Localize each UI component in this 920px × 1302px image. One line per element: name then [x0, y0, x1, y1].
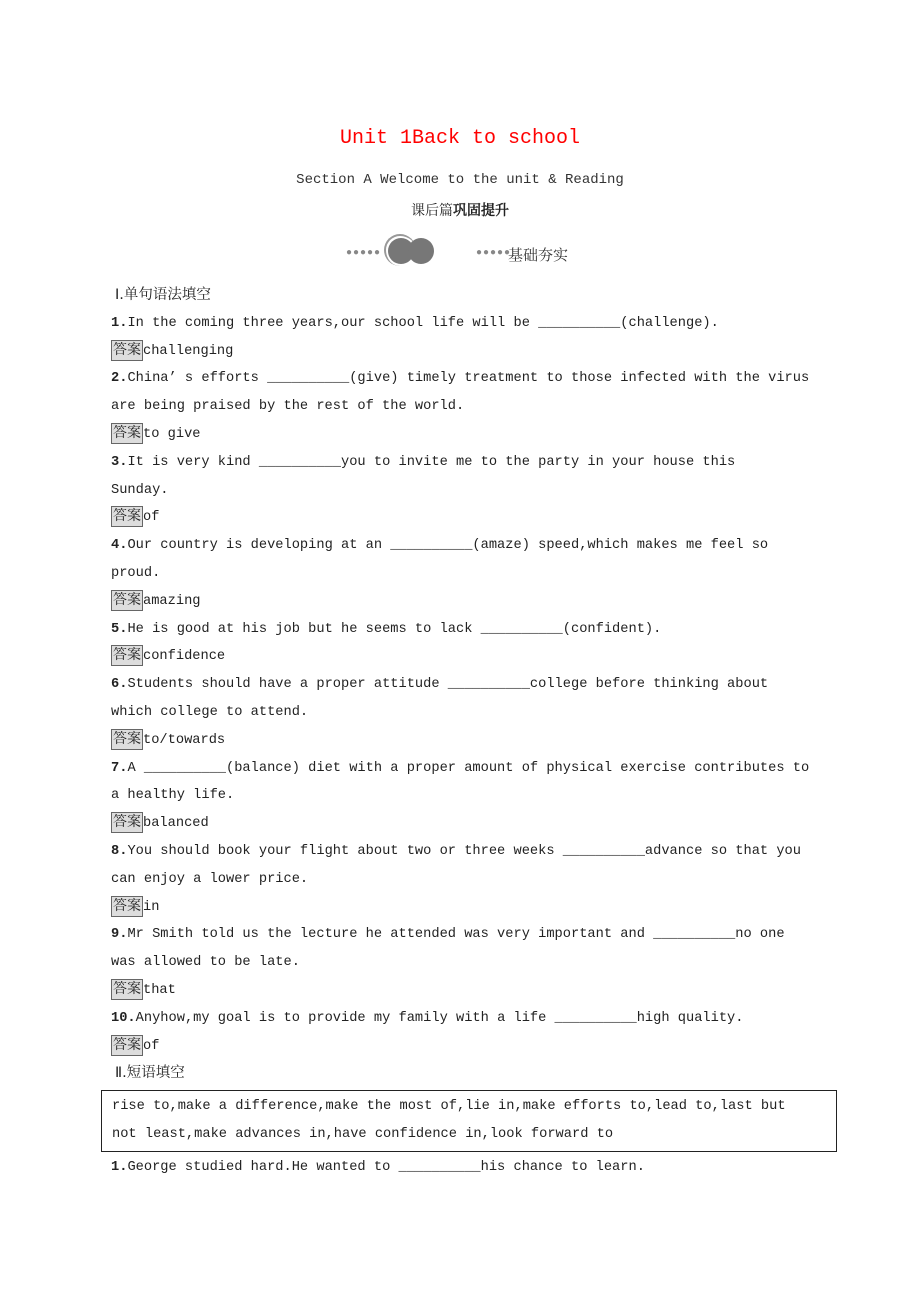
banner-label: 基础夯实 [508, 246, 569, 264]
section-banner [346, 234, 606, 266]
question-line [111, 1005, 821, 1033]
phrase-box [101, 1090, 837, 1152]
answer-tag: 答案 [111, 979, 143, 1000]
phrase-line: rise to,make a difference,make the most of,lie in,make efforts to,lead to,last but [112, 1099, 786, 1115]
answer-text: amazing [143, 593, 201, 609]
answer-line [111, 338, 821, 366]
question-number: 9. [111, 927, 128, 943]
question-line [111, 477, 821, 505]
answer-line [111, 810, 821, 838]
part2-heading: Ⅱ.短语填空 [115, 1065, 185, 1082]
question-text: Mr Smith told us the lecture he attended was very important and __________no one [127, 927, 785, 943]
answer-text: to give [143, 426, 201, 442]
answer-tag: 答案 [111, 340, 143, 361]
answer-line [111, 1033, 821, 1061]
question-text: He is good at his job but he seems to lack __________(confident). [127, 621, 662, 637]
answer-text: balanced [143, 816, 209, 832]
unit-title: Unit 1Back to school [339, 127, 581, 150]
question-text: Students should have a proper attitude __________college before thinking about [127, 677, 769, 693]
subtitle-b: 巩固提升 [453, 203, 509, 219]
question-line [111, 782, 821, 810]
answer-line [111, 588, 821, 616]
question-number: 4. [111, 538, 128, 554]
question-text: A __________(balance) diet with a proper amount of physical exercise contributes to [127, 760, 810, 776]
question-text: You should book your flight about two or three weeks __________advance so that you [127, 843, 801, 859]
question-line [111, 921, 821, 949]
answer-text: challenging [143, 343, 234, 359]
question-text: Anyhow,my goal is to provide my family with a life __________high quality. [135, 1010, 744, 1026]
answer-tag: 答案 [111, 645, 143, 666]
answer-line [111, 504, 821, 532]
question-text: are being praised by the rest of the world. [111, 399, 465, 415]
answer-tag: 答案 [111, 1035, 143, 1056]
answer-text: to/towards [143, 732, 226, 748]
question-number: 1. [111, 315, 128, 331]
question-line [111, 671, 821, 699]
question-line [111, 532, 821, 560]
answer-tag: 答案 [111, 590, 143, 611]
question-text: which college to attend. [111, 704, 309, 720]
question-line [111, 755, 821, 783]
question-text: It is very kind __________you to invite me to the party in your house this [127, 454, 736, 470]
question-number: 10. [111, 1010, 136, 1026]
question-line [111, 365, 821, 393]
question-text: Our country is developing at an __________(amaze) speed,which makes me feel so [127, 538, 769, 554]
question-text: Sunday. [111, 482, 169, 498]
answer-tag: 答案 [111, 812, 143, 833]
question-text: George studied hard.He wanted to __________his chance to learn. [127, 1159, 645, 1175]
question-number: 2. [111, 371, 128, 387]
section-title: Section A Welcome to the unit & Reading [296, 172, 624, 188]
question-number: 6. [111, 677, 128, 693]
question-number: 8. [111, 843, 128, 859]
answer-line [111, 977, 821, 1005]
answer-text: that [143, 982, 176, 998]
question-text: China’ s efforts __________(give) timely treatment to those infected with the virus [127, 371, 810, 387]
answer-line [111, 894, 821, 922]
subtitle [0, 200, 920, 220]
exercise-body [111, 282, 821, 1182]
question-text: In the coming three years,our school life will be __________(challenge). [127, 315, 719, 331]
subtitle-a: 课后篇 [411, 203, 453, 219]
question-number: 1. [111, 1159, 128, 1175]
question-number: 5. [111, 621, 128, 637]
answer-tag: 答案 [111, 896, 143, 917]
answer-text: confidence [143, 649, 226, 665]
circle-icon [408, 238, 434, 264]
dots-decoration: ●●●●● [346, 248, 382, 259]
answer-text: in [143, 899, 160, 915]
question-text: was allowed to be late. [111, 955, 300, 971]
question-line [111, 949, 821, 977]
question-line [111, 310, 821, 338]
question-line [111, 449, 821, 477]
question-line [111, 699, 821, 727]
question-text: a healthy life. [111, 788, 235, 804]
answer-tag: 答案 [111, 506, 143, 527]
phrase-line: not least,make advances in,have confidence in,look forward to [112, 1126, 614, 1142]
answer-text: of [143, 510, 160, 526]
question-line [111, 838, 821, 866]
part2-question [111, 1154, 821, 1182]
answer-line [111, 727, 821, 755]
answer-text: of [143, 1038, 160, 1054]
question-line [111, 393, 821, 421]
question-line [111, 866, 821, 894]
question-text: can enjoy a lower price. [111, 871, 309, 887]
question-number: 7. [111, 760, 128, 776]
answer-line [111, 643, 821, 671]
question-line [111, 560, 821, 588]
answer-line [111, 421, 821, 449]
part1-heading: Ⅰ.单句语法填空 [115, 287, 211, 303]
answer-tag: 答案 [111, 423, 143, 444]
dots-decoration: ●●●●● [476, 248, 512, 259]
answer-tag: 答案 [111, 729, 143, 750]
question-text: proud. [111, 565, 161, 581]
question-number: 3. [111, 454, 128, 470]
question-line [111, 616, 821, 644]
